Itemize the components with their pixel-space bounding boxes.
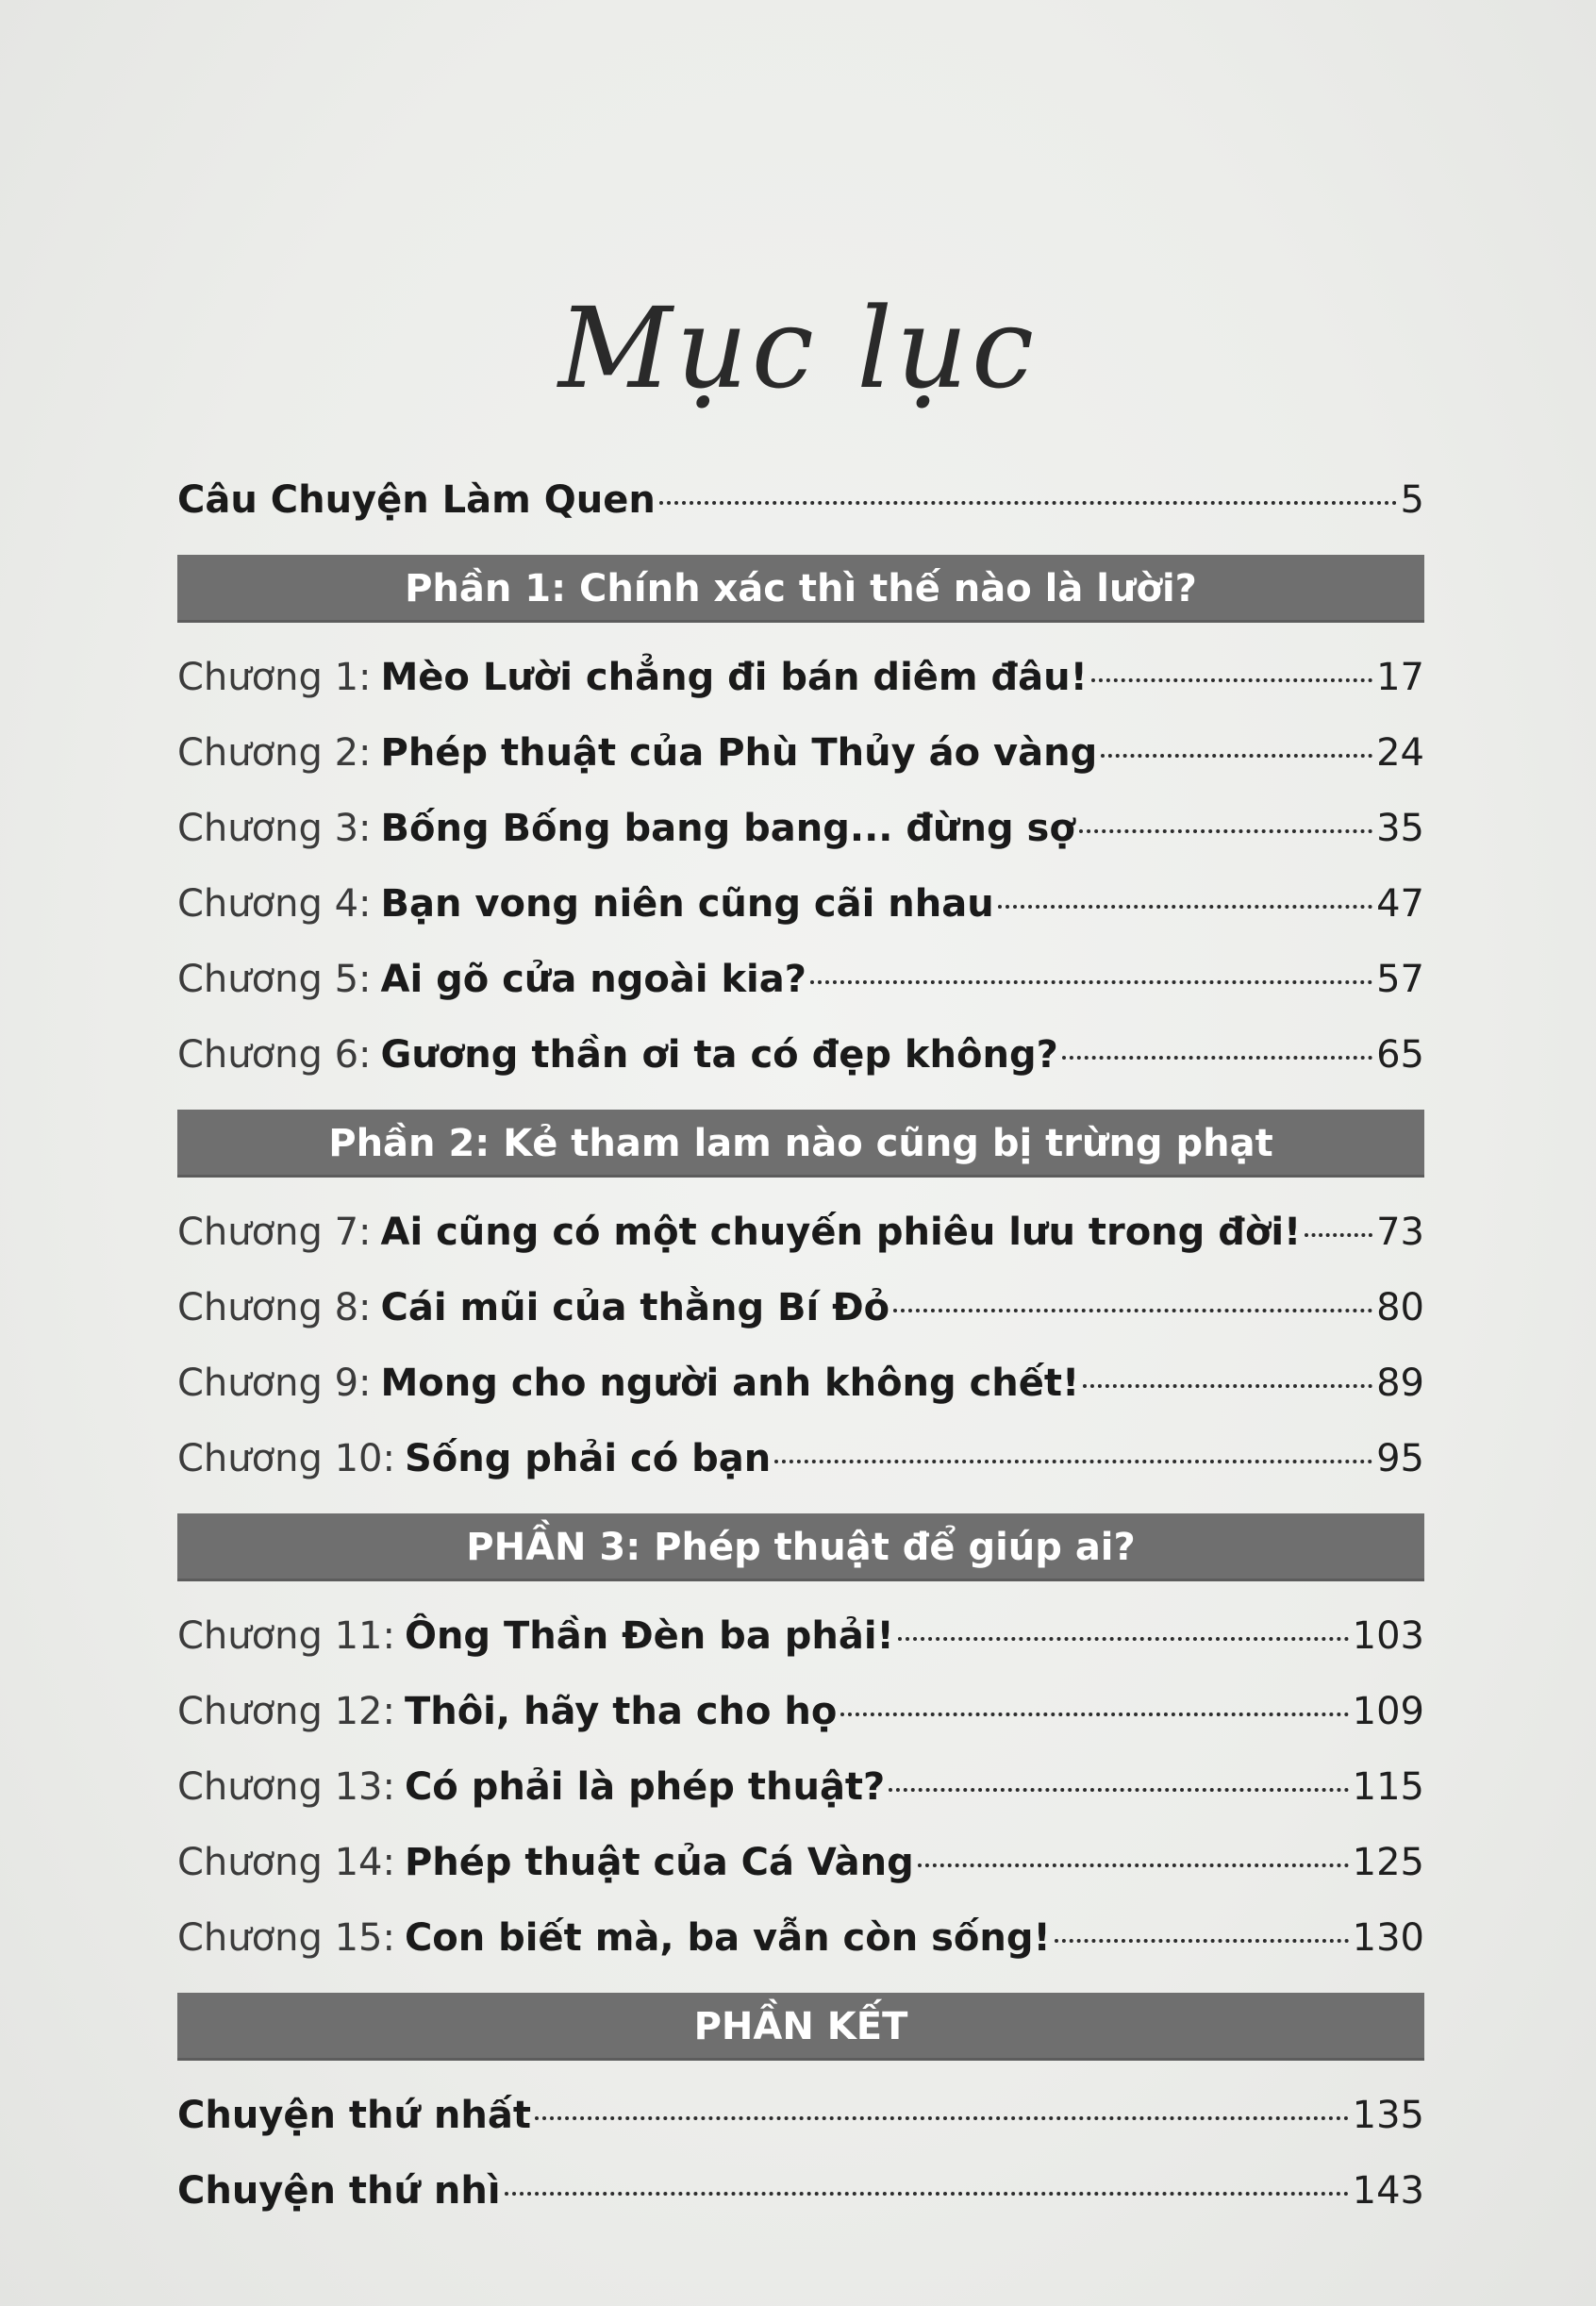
entry-name: Mong cho người anh không chết! — [380, 1362, 1080, 1405]
entry-page: 135 — [1352, 2094, 1424, 2137]
toc-entry-chapter-4[interactable] — [177, 866, 1424, 942]
toc-entry-chapter-14[interactable] — [177, 1825, 1424, 1900]
dot-leader — [889, 1788, 1348, 1792]
toc-entry-chapter-13[interactable] — [177, 1749, 1424, 1825]
entry-label: Chương 15: — [177, 1916, 395, 1960]
dot-leader — [840, 1713, 1348, 1716]
dot-leader — [1101, 754, 1372, 758]
entry-label: Chương 2: — [177, 731, 372, 775]
toc-entry-epilogue-2[interactable] — [177, 2153, 1424, 2229]
part-header-2: Phần 2: Kẻ tham lam nào cũng bị trừng phạt — [177, 1110, 1424, 1178]
part-header-epilogue: PHẦN KẾT — [177, 1993, 1424, 2061]
dot-leader — [535, 2116, 1349, 2120]
toc-entry-chapter-1[interactable] — [177, 640, 1424, 715]
entry-page: 103 — [1352, 1614, 1424, 1658]
entry-label: Chương 10: — [177, 1437, 395, 1480]
entry-label: Chương 13: — [177, 1765, 395, 1809]
entry-name: Gương thần ơi ta có đẹp không? — [380, 1033, 1058, 1077]
dot-leader — [1305, 1233, 1372, 1237]
entry-page: 109 — [1352, 1690, 1424, 1733]
toc-entry-chapter-7[interactable] — [177, 1195, 1424, 1270]
entry-name: Thôi, hãy tha cho họ — [404, 1690, 838, 1733]
entry-name: Sống phải có bạn — [404, 1437, 772, 1480]
entry-label: Chương 1: — [177, 656, 372, 699]
entry-page: 89 — [1376, 1362, 1424, 1405]
entry-page: 17 — [1376, 656, 1424, 699]
toc-entry-intro[interactable] — [177, 462, 1424, 538]
entry-label: Chương 12: — [177, 1690, 395, 1733]
entry-page: 125 — [1352, 1841, 1424, 1884]
entry-name: Ông Thần Đèn ba phải! — [404, 1614, 894, 1658]
dot-leader — [1062, 1056, 1372, 1060]
part-header-1: Phần 1: Chính xác thì thế nào là lười? — [177, 555, 1424, 623]
entry-name: Ai gõ cửa ngoài kia? — [380, 958, 806, 1001]
entry-name: Cái mũi của thằng Bí Đỏ — [380, 1286, 890, 1329]
entry-page: 115 — [1352, 1765, 1424, 1809]
entry-page: 73 — [1376, 1211, 1424, 1254]
entry-name: Bạn vong niên cũng cãi nhau — [380, 882, 994, 926]
entry-name: Ai cũng có một chuyến phiêu lưu trong đời! — [380, 1211, 1302, 1254]
entry-label: Chương 4: — [177, 882, 372, 926]
dot-leader — [1079, 829, 1372, 833]
entry-page: 35 — [1376, 807, 1424, 850]
dot-leader — [1091, 678, 1372, 682]
toc-entry-chapter-12[interactable] — [177, 1674, 1424, 1749]
dot-leader — [505, 2192, 1349, 2196]
dot-leader — [810, 980, 1372, 984]
toc-entry-chapter-11[interactable] — [177, 1598, 1424, 1674]
toc-entry-chapter-15[interactable] — [177, 1900, 1424, 1976]
entry-page: 5 — [1400, 478, 1424, 522]
entry-page: 47 — [1376, 882, 1424, 926]
entry-label: Chương 11: — [177, 1614, 395, 1658]
entry-page: 57 — [1376, 958, 1424, 1001]
entry-name: Phép thuật của Phù Thủy áo vàng — [380, 731, 1098, 775]
toc-entry-chapter-10[interactable] — [177, 1421, 1424, 1496]
entry-page: 130 — [1352, 1916, 1424, 1960]
entry-name: Con biết mà, ba vẫn còn sống! — [404, 1916, 1051, 1960]
dot-leader — [1055, 1939, 1349, 1943]
entry-name: Mèo Lười chẳng đi bán diêm đâu! — [380, 656, 1088, 699]
table-of-contents — [177, 462, 1424, 2229]
entry-label: Chương 6: — [177, 1033, 372, 1077]
entry-label: Chương 8: — [177, 1286, 372, 1329]
dot-leader — [998, 905, 1372, 909]
entry-name: Bống Bống bang bang... đừng sợ — [380, 807, 1075, 850]
entry-name: Có phải là phép thuật? — [404, 1765, 886, 1809]
toc-entry-chapter-9[interactable] — [177, 1345, 1424, 1421]
entry-label: Chương 5: — [177, 958, 372, 1001]
entry-label: Chương 9: — [177, 1362, 372, 1405]
dot-leader — [893, 1309, 1372, 1312]
dot-leader — [898, 1637, 1349, 1641]
entry-name: Chuyện thứ nhì — [177, 2169, 501, 2213]
dot-leader — [918, 1863, 1349, 1867]
entry-name: Chuyện thứ nhất — [177, 2094, 531, 2137]
dot-leader — [774, 1460, 1372, 1463]
part-header-3: PHẦN 3: Phép thuật để giúp ai? — [177, 1513, 1424, 1581]
dot-leader — [1083, 1384, 1372, 1388]
toc-entry-chapter-5[interactable] — [177, 942, 1424, 1017]
entry-page: 95 — [1376, 1437, 1424, 1480]
entry-page: 80 — [1376, 1286, 1424, 1329]
entry-page: 65 — [1376, 1033, 1424, 1077]
entry-name: Phép thuật của Cá Vàng — [404, 1841, 914, 1884]
toc-entry-chapter-8[interactable] — [177, 1270, 1424, 1345]
entry-page: 24 — [1376, 731, 1424, 775]
page-title: Mục lục — [557, 283, 1039, 413]
entry-label: Chương 3: — [177, 807, 372, 850]
toc-entry-chapter-6[interactable] — [177, 1017, 1424, 1093]
entry-label: Chương 7: — [177, 1211, 372, 1254]
entry-label: Chương 14: — [177, 1841, 395, 1884]
toc-entry-chapter-2[interactable] — [177, 715, 1424, 791]
toc-entry-epilogue-1[interactable] — [177, 2078, 1424, 2153]
dot-leader — [659, 501, 1397, 505]
entry-page: 143 — [1352, 2169, 1424, 2213]
entry-name: Câu Chuyện Làm Quen — [177, 478, 656, 522]
toc-entry-chapter-3[interactable] — [177, 791, 1424, 866]
